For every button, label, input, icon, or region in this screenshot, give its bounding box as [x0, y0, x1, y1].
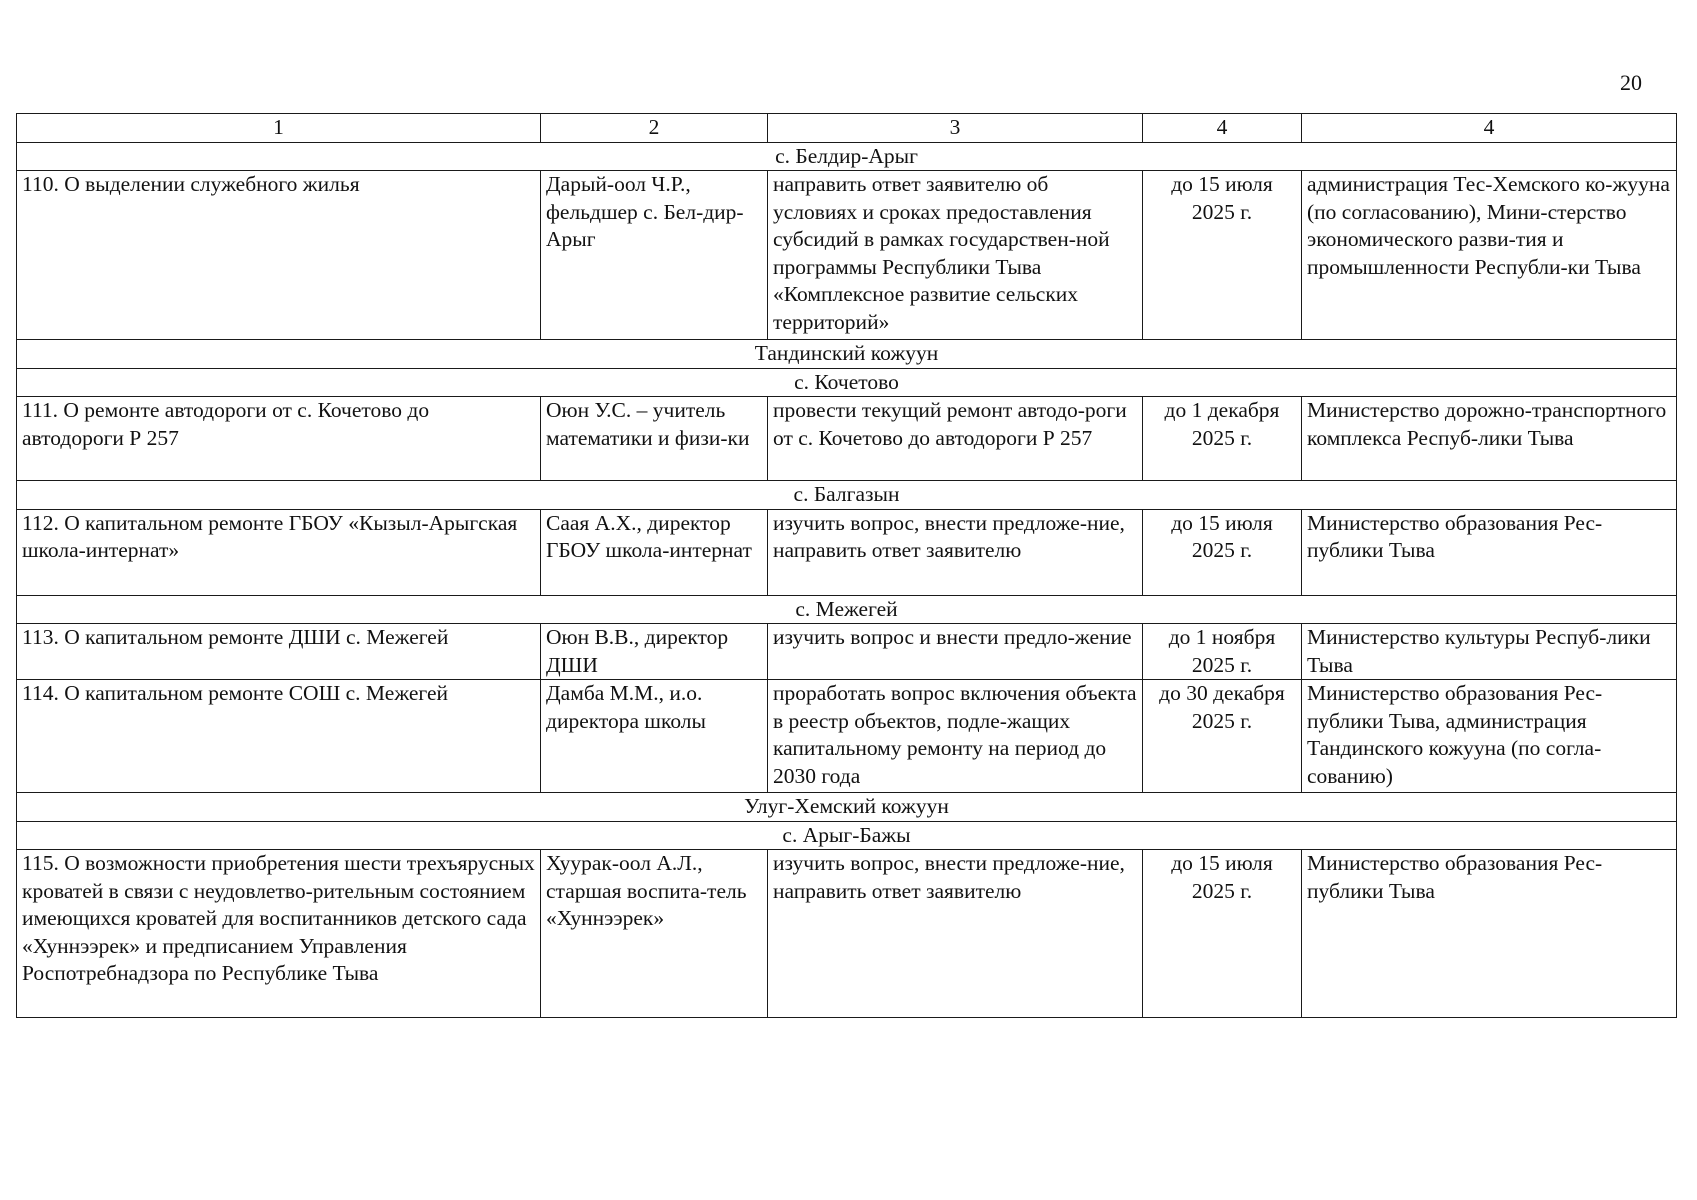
section-row: [17, 821, 1677, 850]
section-heading-balgazyn: с. Балгазын: [17, 481, 1677, 510]
column-header-2: 2: [541, 114, 768, 143]
deadline-cell: до 15 июля 2025 г.: [1143, 509, 1302, 595]
action-cell: направить ответ заявителю об условиях и сроках предоставления субсидий в рамках государствен-ной программы Республики Тыва «Комплексное развитие сельских территорий»: [768, 171, 1143, 340]
section-heading-mezhegey: с. Межегей: [17, 595, 1677, 624]
action-cell: проработать вопрос включения объекта в реестр объектов, подле-жащих капитальному ремонту на период до 2030 года: [768, 680, 1143, 793]
responsible-cell: Министерство образования Рес-публики Тыва, администрация Тандинского кожууна (по согла-сованию): [1302, 680, 1677, 793]
action-cell: изучить вопрос и внести предло-жение: [768, 624, 1143, 680]
action-cell: изучить вопрос, внести предложе-ние, направить ответ заявителю: [768, 509, 1143, 595]
applicant-cell: Саая А.Х., директор ГБОУ школа-интернат: [541, 509, 768, 595]
table-row: [17, 850, 1677, 1018]
issue-cell: 115. О возможности приобретения шести трехъярусных кроватей в связи с неудовлетво-рительным состоянием имеющихся кроватей для воспитанников детского сада «Хуннээрек» и предписанием Управления Роспотребнадзора по Республике Тыва: [17, 850, 541, 1018]
table-row: [17, 397, 1677, 481]
section-row: [17, 142, 1677, 171]
section-heading-beldir-aryg: с. Белдир-Арыг: [17, 142, 1677, 171]
page-number: 20: [1620, 70, 1642, 95]
responsible-cell: Министерство культуры Респуб-лики Тыва: [1302, 624, 1677, 680]
applicant-cell: Хуурак-оол А.Л., старшая воспита-тель «Хуннээрек»: [541, 850, 768, 1018]
column-header-4: 4: [1143, 114, 1302, 143]
column-header-5: 4: [1302, 114, 1677, 143]
deadline-cell: до 1 ноября 2025 г.: [1143, 624, 1302, 680]
responsible-cell: Министерство образования Рес-публики Тыва: [1302, 850, 1677, 1018]
responsible-cell: Министерство дорожно-транспортного комплекса Респуб-лики Тыва: [1302, 397, 1677, 481]
responsible-cell: администрация Тес-Хемского ко-жууна (по согласованию), Мини-стерство экономического разви-тия и промышленности Республи-ки Тыва: [1302, 171, 1677, 340]
section-heading-aryg-bazhy: с. Арыг-Бажы: [17, 821, 1677, 850]
issue-cell: 112. О капитальном ремонте ГБОУ «Кызыл-Арыгская школа-интернат»: [17, 509, 541, 595]
action-cell: изучить вопрос, внести предложе-ние, направить ответ заявителю: [768, 850, 1143, 1018]
section-row: [17, 481, 1677, 510]
applicant-cell: Оюн У.С. – учитель математики и физи-ки: [541, 397, 768, 481]
deadline-cell: до 15 июля 2025 г.: [1143, 171, 1302, 340]
issue-cell: 110. О выделении служебного жилья: [17, 171, 541, 340]
action-cell: провести текущий ремонт автодо-роги от с. Кочетово до автодороги Р 257: [768, 397, 1143, 481]
issue-cell: 114. О капитальном ремонте СОШ с. Межегей: [17, 680, 541, 793]
section-heading-tandinsky: Тандинский кожуун: [17, 340, 1677, 369]
action-plan-table: [16, 113, 1677, 1018]
issue-cell: 111. О ремонте автодороги от с. Кочетово до автодороги Р 257: [17, 397, 541, 481]
table-row: [17, 680, 1677, 793]
applicant-cell: Дамба М.М., и.о. директора школы: [541, 680, 768, 793]
column-header-1: 1: [17, 114, 541, 143]
responsible-cell: Министерство образования Рес-публики Тыва: [1302, 509, 1677, 595]
column-header-3: 3: [768, 114, 1143, 143]
issue-cell: 113. О капитальном ремонте ДШИ с. Межегей: [17, 624, 541, 680]
deadline-cell: до 30 декабря 2025 г.: [1143, 680, 1302, 793]
section-row: [17, 595, 1677, 624]
section-row: [17, 793, 1677, 822]
section-heading-kochetovo: с. Кочетово: [17, 368, 1677, 397]
section-heading-ulug-khemsky: Улуг-Хемский кожуун: [17, 793, 1677, 822]
table-header-row: [17, 114, 1677, 143]
deadline-cell: до 15 июля 2025 г.: [1143, 850, 1302, 1018]
section-row: [17, 368, 1677, 397]
table-row: [17, 171, 1677, 340]
applicant-cell: Оюн В.В., директор ДШИ: [541, 624, 768, 680]
section-row: [17, 340, 1677, 369]
table-row: [17, 624, 1677, 680]
applicant-cell: Дарый-оол Ч.Р., фельдшер с. Бел-дир-Арыг: [541, 171, 768, 340]
deadline-cell: до 1 декабря 2025 г.: [1143, 397, 1302, 481]
table-row: [17, 509, 1677, 595]
